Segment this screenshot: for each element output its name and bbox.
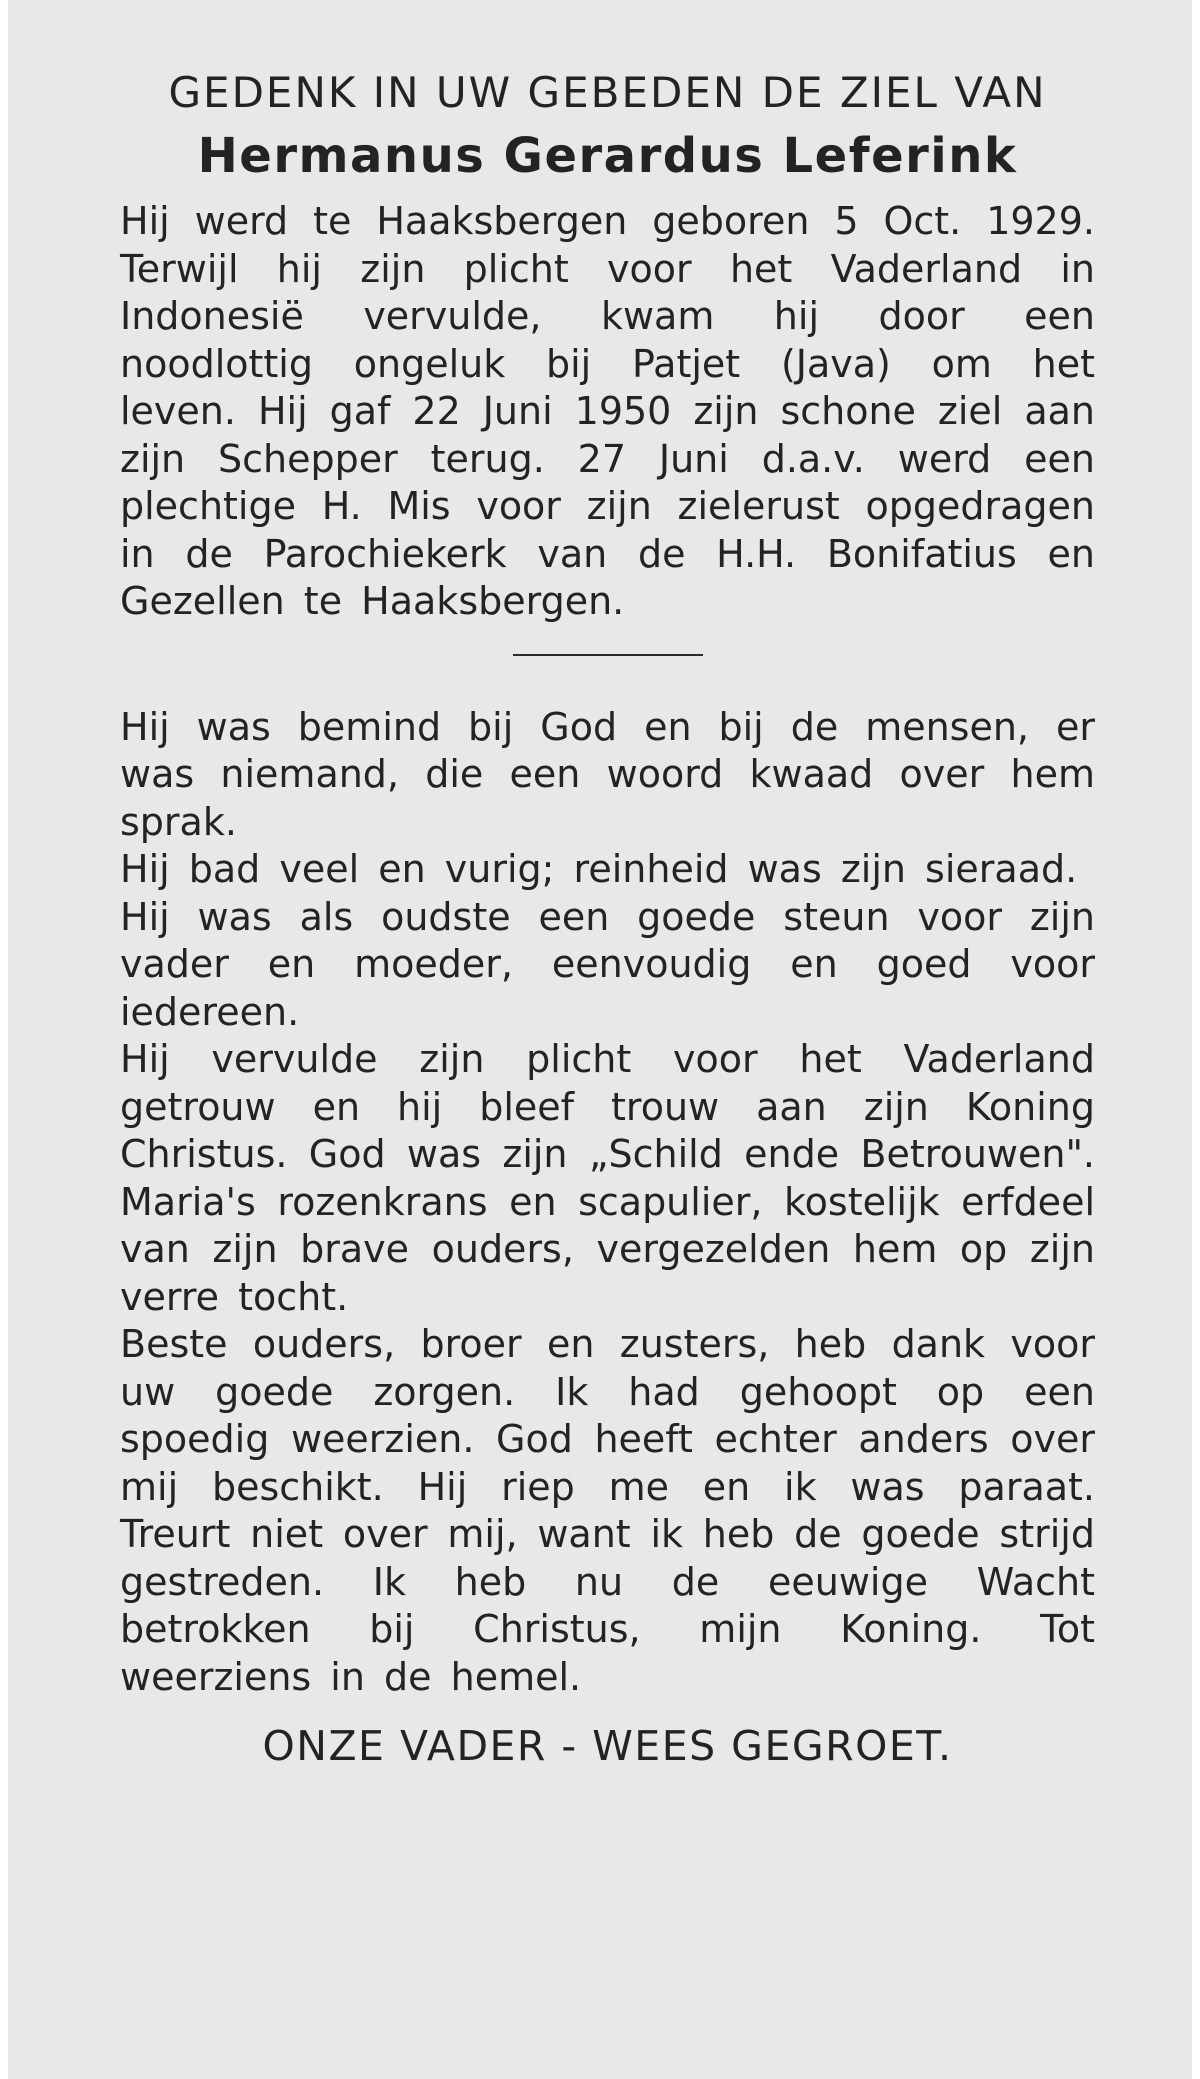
tribute-paragraph: Hij vervulde zijn plicht voor het Vaderland getrouw en hij bleef trouw aan zijn Koning Christus. God was zijn „Schild ende Betrouwen". Maria's rozenkrans en scapulier, kostelijk erfdeel van zijn brave ouders, vergezelden hem op zijn verre tocht. — [120, 1037, 1095, 1319]
card-content — [120, 62, 1095, 1777]
tribute-paragraph: Hij bad veel en vurig; reinheid was zijn sieraad. — [120, 847, 1078, 891]
card-heading: GEDENK IN UW GEBEDEN DE ZIEL VAN — [168, 68, 1047, 117]
tribute-paragraph: Beste ouders, broer en zusters, heb dank voor uw goede zorgen. Ik had gehoopt op een spoedig weerzien. God heeft echter anders over mij beschikt. Hij riep me en ik was paraat. Treurt niet over mij, want ik heb de goede strijd gestreden. Ik heb nu de eeuwige Wacht betrokken bij Christus, mijn Koning. Tot weerziens in de hemel. — [120, 1322, 1095, 1699]
tribute-paragraph: Hij was bemind bij God en bij de mensen, er was niemand, die een woord kwaad over hem sprak. — [120, 704, 1095, 844]
memorial-card — [8, 0, 1192, 2079]
tribute-paragraph: Hij was als oudste een goede steun voor zijn vader en moeder, eenvoudig en goed voor iedereen. — [120, 894, 1095, 1034]
section-divider — [513, 654, 703, 656]
biography-paragraph: Hij werd te Haaksbergen geboren 5 Oct. 1929. Terwijl hij zijn plicht voor het Vaderland in Indonesië vervulde, kwam hij door een noodlottig ongeluk bij Patjet (Java) om het leven. Hij gaf 22 Juni 1950 zijn schone ziel aan zijn Schepper terug. 27 Juni d.a.v. werd een plechtige H. Mis voor zijn zielerust opgedragen in de Parochiekerk van de H.H. Bonifatius en Gezellen te Haaksbergen. — [120, 199, 1095, 623]
closing-prayer: ONZE VADER - WEES GEGROET. — [262, 1722, 953, 1770]
deceased-name: Hermanus Gerardus Leferink — [197, 128, 1018, 184]
